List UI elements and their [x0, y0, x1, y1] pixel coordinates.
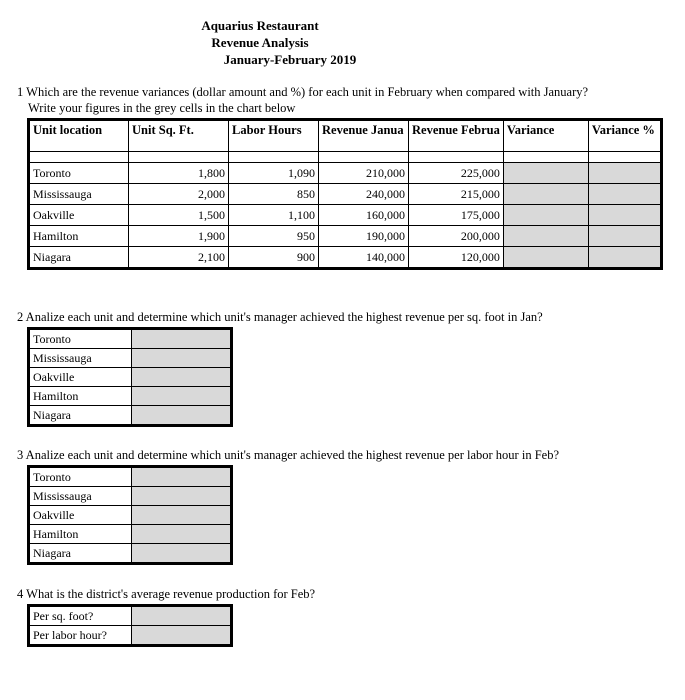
- revenue-variance-table: [27, 118, 663, 270]
- period-title: January-February 2019: [223, 52, 357, 67]
- variance-input-cell[interactable]: [503, 184, 588, 205]
- table-row: [29, 163, 662, 184]
- variance-input-cell[interactable]: [503, 247, 588, 269]
- answer-input-cell[interactable]: [132, 606, 232, 626]
- district-average-table: [27, 604, 233, 647]
- table-row: [29, 368, 232, 387]
- jan-revenue-cell: 190,000: [319, 226, 409, 247]
- variance-pct-input-cell[interactable]: [588, 205, 661, 226]
- variance-pct-input-cell[interactable]: [588, 247, 661, 269]
- answer-input-cell[interactable]: [132, 387, 232, 406]
- table-row: [29, 606, 232, 626]
- question-4-text: 4 What is the district's average revenue production for Feb?: [17, 587, 316, 601]
- col-revenue-jan: Revenue Janua: [319, 120, 409, 152]
- labor-cell: 1,090: [229, 163, 319, 184]
- unit-label: Oakville: [29, 506, 132, 525]
- variance-input-cell[interactable]: [503, 163, 588, 184]
- table-row: [29, 329, 232, 349]
- table-row: [29, 467, 232, 487]
- answer-input-cell[interactable]: [132, 329, 232, 349]
- unit-label: Toronto: [29, 467, 132, 487]
- col-unit-location: Unit location: [29, 120, 129, 152]
- revenue-per-sqft-table: [27, 327, 233, 427]
- unit-label: Niagara: [29, 544, 132, 564]
- table-row: [29, 406, 232, 426]
- revenue-per-labor-hour-table: [27, 465, 233, 565]
- sqft-cell: 1,500: [129, 205, 229, 226]
- location-cell: Oakville: [29, 205, 129, 226]
- question-2-text: 2 Analize each unit and determine which unit's manager achieved the highest revenue per sq. foot in Jan?: [17, 310, 543, 324]
- question-3-text: 3 Analize each unit and determine which unit's manager achieved the highest revenue per labor hour in Feb?: [17, 448, 559, 462]
- table-row: [29, 247, 662, 269]
- jan-revenue-cell: 210,000: [319, 163, 409, 184]
- unit-label: Oakville: [29, 368, 132, 387]
- table-row: [29, 487, 232, 506]
- location-cell: Mississauga: [29, 184, 129, 205]
- answer-input-cell[interactable]: [132, 467, 232, 487]
- sqft-cell: 2,100: [129, 247, 229, 269]
- variance-input-cell[interactable]: [503, 205, 588, 226]
- col-variance: Variance: [503, 120, 588, 152]
- location-cell: Niagara: [29, 247, 129, 269]
- table-header-row: [29, 120, 662, 152]
- answer-input-cell[interactable]: [132, 626, 232, 646]
- answer-input-cell[interactable]: [132, 506, 232, 525]
- unit-label: Mississauga: [29, 487, 132, 506]
- feb-revenue-cell: 175,000: [409, 205, 504, 226]
- location-cell: Hamilton: [29, 226, 129, 247]
- jan-revenue-cell: 140,000: [319, 247, 409, 269]
- labor-cell: 850: [229, 184, 319, 205]
- variance-pct-input-cell[interactable]: [588, 184, 661, 205]
- question-1-text: 1 Which are the revenue variances (dollar amount and %) for each unit in February when compared with January?: [17, 85, 589, 99]
- report-title: Revenue Analysis: [211, 35, 309, 50]
- labor-cell: 1,100: [229, 205, 319, 226]
- sqft-cell: 2,000: [129, 184, 229, 205]
- feb-revenue-cell: 225,000: [409, 163, 504, 184]
- jan-revenue-cell: 160,000: [319, 205, 409, 226]
- sqft-cell: 1,800: [129, 163, 229, 184]
- table-row: [29, 506, 232, 525]
- answer-input-cell[interactable]: [132, 487, 232, 506]
- metric-label: Per sq. foot?: [29, 606, 132, 626]
- col-revenue-feb: Revenue Februa: [409, 120, 504, 152]
- unit-label: Hamilton: [29, 525, 132, 544]
- unit-label: Niagara: [29, 406, 132, 426]
- feb-revenue-cell: 120,000: [409, 247, 504, 269]
- unit-label: Mississauga: [29, 349, 132, 368]
- answer-input-cell[interactable]: [132, 525, 232, 544]
- col-unit-sqft: Unit Sq. Ft.: [129, 120, 229, 152]
- table-row: [29, 525, 232, 544]
- answer-input-cell[interactable]: [132, 368, 232, 387]
- jan-revenue-cell: 240,000: [319, 184, 409, 205]
- table-row: [29, 544, 232, 564]
- col-labor-hours: Labor Hours: [229, 120, 319, 152]
- unit-label: Toronto: [29, 329, 132, 349]
- answer-input-cell[interactable]: [132, 544, 232, 564]
- labor-cell: 950: [229, 226, 319, 247]
- variance-input-cell[interactable]: [503, 226, 588, 247]
- location-cell: Toronto: [29, 163, 129, 184]
- answer-input-cell[interactable]: [132, 406, 232, 426]
- table-row: [29, 626, 232, 646]
- metric-label: Per labor hour?: [29, 626, 132, 646]
- question-1-instructions: Write your figures in the grey cells in the chart below: [28, 101, 296, 115]
- variance-pct-input-cell[interactable]: [588, 226, 661, 247]
- feb-revenue-cell: 200,000: [409, 226, 504, 247]
- sqft-cell: 1,900: [129, 226, 229, 247]
- answer-input-cell[interactable]: [132, 349, 232, 368]
- table-row: [29, 226, 662, 247]
- table-row: [29, 184, 662, 205]
- table-row: [29, 349, 232, 368]
- table-row: [29, 205, 662, 226]
- col-variance-pct: Variance %: [588, 120, 661, 152]
- feb-revenue-cell: 215,000: [409, 184, 504, 205]
- company-title: Aquarius Restaurant: [201, 18, 319, 33]
- unit-label: Hamilton: [29, 387, 132, 406]
- variance-pct-input-cell[interactable]: [588, 163, 661, 184]
- labor-cell: 900: [229, 247, 319, 269]
- table-row: [29, 387, 232, 406]
